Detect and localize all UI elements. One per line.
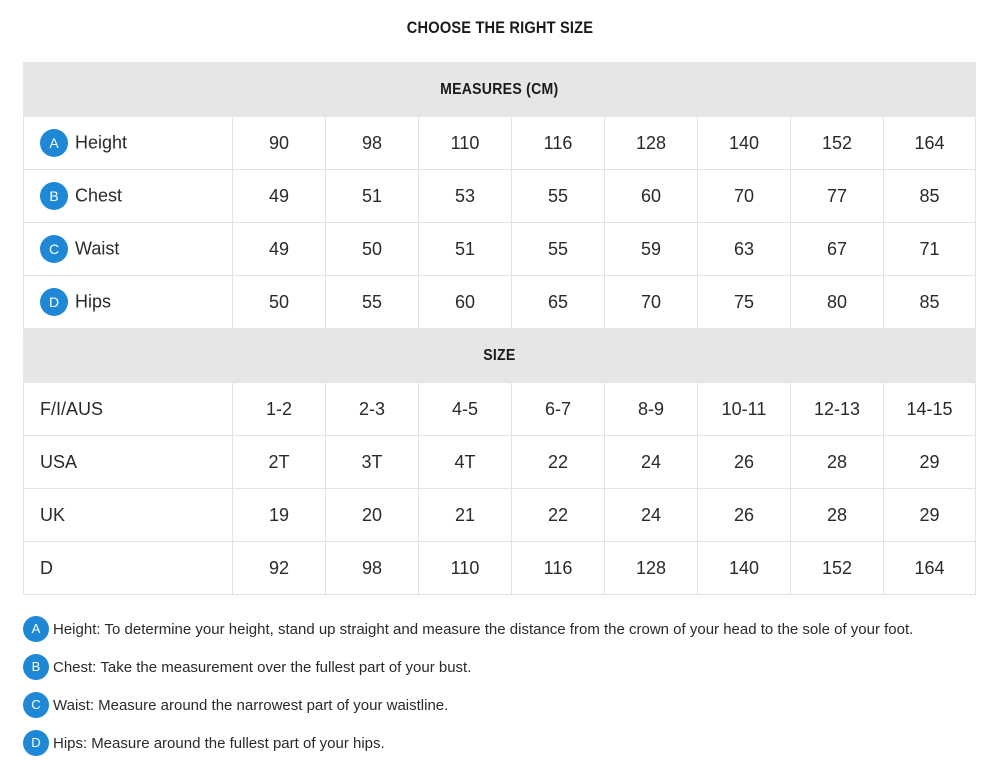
page-title: CHOOSE THE RIGHT SIZE [406, 18, 594, 37]
size-heading: SIZE [483, 346, 516, 364]
table-cell: 28 [791, 436, 884, 489]
note-text: Measure around the narrowest part of your waistline. [98, 696, 449, 714]
table-cell: 70 [605, 276, 698, 329]
table-cell: 1-2 [233, 383, 326, 436]
note-text: Measure around the fullest part of your hips. [91, 734, 385, 752]
row-label: Waist [75, 238, 120, 259]
note-label: Hips: [53, 734, 88, 752]
table-cell: 75 [698, 276, 791, 329]
row-label: Hips [75, 291, 112, 312]
table-cell: 19 [233, 489, 326, 542]
row-label-cell [24, 542, 233, 595]
table-cell: 55 [326, 276, 419, 329]
table-cell: 65 [512, 276, 605, 329]
note-text: To determine your height, stand up straight and measure the distance from the crown of your head to the sole of your foot. [104, 620, 914, 638]
table-cell: 85 [884, 276, 976, 329]
table-cell: 60 [419, 276, 512, 329]
row-label-cell [24, 117, 233, 170]
row-label: UK [40, 504, 66, 525]
table-cell: 152 [791, 542, 884, 595]
table-cell: 80 [791, 276, 884, 329]
note-item [23, 648, 983, 686]
row-label: F/I/AUS [40, 398, 104, 419]
table-cell: 51 [326, 170, 419, 223]
note-label: Chest: [53, 658, 97, 676]
table-cell: 55 [512, 223, 605, 276]
table-cell: 22 [512, 489, 605, 542]
measure-badge-icon: D [40, 288, 68, 316]
table-cell: 50 [326, 223, 419, 276]
table-cell: 29 [884, 489, 976, 542]
row-label-cell [24, 383, 233, 436]
table-cell: 12-13 [791, 383, 884, 436]
table-cell: 26 [698, 489, 791, 542]
table-row [24, 223, 976, 276]
table-cell: 98 [326, 117, 419, 170]
row-label: Chest [75, 185, 123, 206]
table-cell: 90 [233, 117, 326, 170]
table-cell: 29 [884, 436, 976, 489]
table-cell: 51 [419, 223, 512, 276]
table-cell: 4T [419, 436, 512, 489]
table-cell: 53 [419, 170, 512, 223]
row-label: USA [40, 451, 78, 472]
size-chart-body [24, 63, 976, 595]
measure-badge-icon: C [40, 235, 68, 263]
table-cell: 98 [326, 542, 419, 595]
table-cell: 28 [791, 489, 884, 542]
table-cell: 77 [791, 170, 884, 223]
measurement-notes [23, 610, 983, 762]
table-cell: 24 [605, 436, 698, 489]
size-heading-row [24, 329, 976, 383]
table-row [24, 436, 976, 489]
row-label-cell [24, 436, 233, 489]
table-cell: 6-7 [512, 383, 605, 436]
row-label-cell [24, 276, 233, 329]
table-cell: 49 [233, 170, 326, 223]
table-row [24, 489, 976, 542]
table-cell: 55 [512, 170, 605, 223]
measure-badge-icon: A [40, 129, 68, 157]
table-cell: 60 [605, 170, 698, 223]
row-label-cell [24, 489, 233, 542]
table-cell: 50 [233, 276, 326, 329]
table-cell: 63 [698, 223, 791, 276]
size-heading-cell [24, 329, 976, 383]
table-cell: 116 [512, 117, 605, 170]
row-label-cell [24, 170, 233, 223]
table-row [24, 276, 976, 329]
table-cell: 59 [605, 223, 698, 276]
note-item [23, 610, 983, 648]
note-text: Take the measurement over the fullest part of your bust. [100, 658, 472, 676]
table-cell: 67 [791, 223, 884, 276]
note-label: Waist: [53, 696, 95, 714]
table-cell: 85 [884, 170, 976, 223]
note-item [23, 724, 983, 762]
table-cell: 140 [698, 117, 791, 170]
table-cell: 110 [419, 117, 512, 170]
table-cell: 2-3 [326, 383, 419, 436]
measures-heading-row [24, 63, 976, 117]
table-row [24, 117, 976, 170]
table-row [24, 542, 976, 595]
table-cell: 92 [233, 542, 326, 595]
table-cell: 26 [698, 436, 791, 489]
table-cell: 22 [512, 436, 605, 489]
table-cell: 20 [326, 489, 419, 542]
measures-heading: MEASURES (CM) [440, 80, 559, 98]
table-cell: 164 [884, 542, 976, 595]
table-cell: 21 [419, 489, 512, 542]
table-cell: 116 [512, 542, 605, 595]
row-label: Height [75, 132, 128, 153]
row-label-cell [24, 223, 233, 276]
note-badge-icon: B [23, 654, 49, 680]
table-cell: 71 [884, 223, 976, 276]
table-row [24, 170, 976, 223]
table-cell: 128 [605, 117, 698, 170]
note-badge-icon: A [23, 616, 49, 642]
table-cell: 14-15 [884, 383, 976, 436]
size-chart-table [23, 62, 976, 595]
table-cell: 128 [605, 542, 698, 595]
table-cell: 2T [233, 436, 326, 489]
table-cell: 152 [791, 117, 884, 170]
note-label: Height: [53, 620, 101, 638]
table-cell: 24 [605, 489, 698, 542]
table-cell: 164 [884, 117, 976, 170]
table-cell: 3T [326, 436, 419, 489]
table-cell: 70 [698, 170, 791, 223]
note-badge-icon: C [23, 692, 49, 718]
row-label: D [40, 557, 53, 578]
table-cell: 4-5 [419, 383, 512, 436]
table-cell: 10-11 [698, 383, 791, 436]
table-cell: 110 [419, 542, 512, 595]
table-row [24, 383, 976, 436]
note-badge-icon: D [23, 730, 49, 756]
note-item [23, 686, 983, 724]
table-cell: 140 [698, 542, 791, 595]
measure-badge-icon: B [40, 182, 68, 210]
table-cell: 49 [233, 223, 326, 276]
measures-heading-cell [24, 63, 976, 117]
table-cell: 8-9 [605, 383, 698, 436]
